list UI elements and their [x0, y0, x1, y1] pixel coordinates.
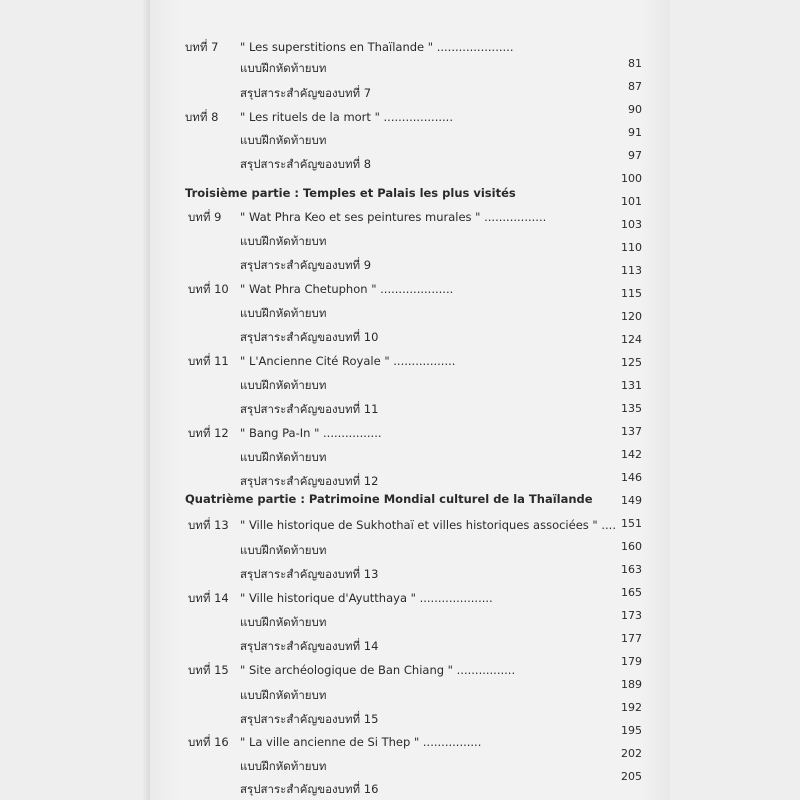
- chapter-13-page: 151: [621, 517, 642, 530]
- chapter-11-page: 125: [621, 356, 642, 369]
- chapter-11-summary-page: 135: [621, 402, 642, 415]
- chapter-12-page: 137: [621, 425, 642, 438]
- chapter-12-summary-page: 146: [621, 471, 642, 484]
- chapter-14-summary: สรุปสาระสำคัญของบทที่ 14: [240, 639, 379, 653]
- chapter-11-summary: สรุปสาระสำคัญของบทที่ 11: [240, 402, 379, 416]
- chapter-11-exercises-page: 131: [621, 379, 642, 392]
- chapter-15-exercises: แบบฝึกหัดท้ายบท: [240, 688, 327, 702]
- chapter-15-summary-page: 192: [621, 701, 642, 714]
- chapter-9-summary-page: 113: [621, 264, 642, 277]
- chapter-10-exercises-page: 120: [621, 310, 642, 323]
- chapter-13-summary: สรุปสาระสำคัญของบทที่ 13: [240, 567, 379, 581]
- chapter-10-title: " Wat Phra Chetuphon " ....................: [240, 282, 454, 296]
- chapter-16-label: บทที่ 16: [188, 735, 229, 749]
- chapter-16-exercises-page: 202: [621, 747, 642, 760]
- chapter-9-title: " Wat Phra Keo et ses peintures murales " .................: [240, 210, 547, 224]
- chapter-13-exercises: แบบฝึกหัดท้ายบท: [240, 543, 327, 557]
- chapter-16-page: 195: [621, 724, 642, 737]
- chapter-9-summary: สรุปสาระสำคัญของบทที่ 9: [240, 258, 372, 272]
- part-4-heading: Quatrième partie : Patrimoine Mondial culturel de la Thaïlande: [185, 492, 593, 506]
- chapter-14-exercises: แบบฝึกหัดท้ายบท: [240, 615, 327, 629]
- chapter-13-exercises-page: 160: [621, 540, 642, 553]
- chapter-13-label: บทที่ 13: [188, 518, 229, 532]
- chapter-14-summary-page: 177: [621, 632, 642, 645]
- chapter-15-summary: สรุปสาระสำคัญของบทที่ 15: [240, 712, 379, 726]
- chapter-8-title: " Les rituels de la mort " ...................: [240, 110, 453, 124]
- part-3-page: 101: [621, 195, 642, 208]
- chapter-10-exercises: แบบฝึกหัดท้ายบท: [240, 306, 327, 320]
- chapter-14-title: " Ville historique d'Ayutthaya " ....................: [240, 591, 493, 605]
- chapter-13-summary-page: 163: [621, 563, 642, 576]
- chapter-10-summary-page: 124: [621, 333, 642, 346]
- chapter-12-exercises-page: 142: [621, 448, 642, 461]
- chapter-8-label: บทที่ 8: [185, 110, 219, 124]
- chapter-11-exercises: แบบฝึกหัดท้ายบท: [240, 378, 327, 392]
- chapter-12-label: บทที่ 12: [188, 426, 229, 440]
- chapter-14-label: บทที่ 14: [188, 591, 229, 605]
- chapter-7-page: 81: [628, 57, 642, 70]
- chapter-7-title: " Les superstitions en Thaïlande " .....................: [240, 40, 514, 54]
- chapter-11-label: บทที่ 11: [188, 354, 229, 368]
- chapter-10-label: บทที่ 10: [188, 282, 229, 296]
- chapter-10-page: 115: [621, 287, 642, 300]
- chapter-12-title: " Bang Pa-In " ................: [240, 426, 382, 440]
- chapter-8-exercises-page: 97: [628, 149, 642, 162]
- chapter-7-label: บทที่ 7: [185, 40, 219, 54]
- chapter-8-exercises: แบบฝึกหัดท้ายบท: [240, 133, 327, 147]
- chapter-13-title: " Ville historique de Sukhothaï et villes historiques associées " ....: [240, 518, 616, 532]
- chapter-7-exercises-page: 87: [628, 80, 642, 93]
- chapter-11-title: " L'Ancienne Cité Royale " .................: [240, 354, 456, 368]
- chapter-12-summary: สรุปสาระสำคัญของบทที่ 12: [240, 474, 379, 488]
- chapter-15-title: " Site archéologique de Ban Chiang " ................: [240, 663, 516, 677]
- chapter-16-summary: สรุปสาระสำคัญของบทที่ 16: [240, 782, 379, 796]
- chapter-7-summary: สรุปสาระสำคัญของบทที่ 7: [240, 86, 372, 100]
- chapter-12-exercises: แบบฝึกหัดท้ายบท: [240, 450, 327, 464]
- chapter-8-summary-page: 100: [621, 172, 642, 185]
- chapter-16-summary-page: 205: [621, 770, 642, 783]
- chapter-8-page: 91: [628, 126, 642, 139]
- chapter-14-page: 165: [621, 586, 642, 599]
- chapter-9-exercises: แบบฝึกหัดท้ายบท: [240, 234, 327, 248]
- chapter-9-page: 103: [621, 218, 642, 231]
- chapter-15-label: บทที่ 15: [188, 663, 229, 677]
- part-3-heading: Troisième partie : Temples et Palais les plus visités: [185, 186, 516, 200]
- chapter-15-exercises-page: 189: [621, 678, 642, 691]
- chapter-7-exercises: แบบฝึกหัดท้ายบท: [240, 61, 327, 75]
- chapter-16-title: " La ville ancienne de Si Thep " ................: [240, 735, 482, 749]
- chapter-9-exercises-page: 110: [621, 241, 642, 254]
- chapter-15-page: 179: [621, 655, 642, 668]
- chapter-7-summary-page: 90: [628, 103, 642, 116]
- chapter-16-exercises: แบบฝึกหัดท้ายบท: [240, 759, 327, 773]
- part-4-page: 149: [621, 494, 642, 507]
- chapter-14-exercises-page: 173: [621, 609, 642, 622]
- chapter-9-label: บทที่ 9: [188, 210, 222, 224]
- chapter-10-summary: สรุปสาระสำคัญของบทที่ 10: [240, 330, 379, 344]
- chapter-8-summary: สรุปสาระสำคัญของบทที่ 8: [240, 157, 372, 171]
